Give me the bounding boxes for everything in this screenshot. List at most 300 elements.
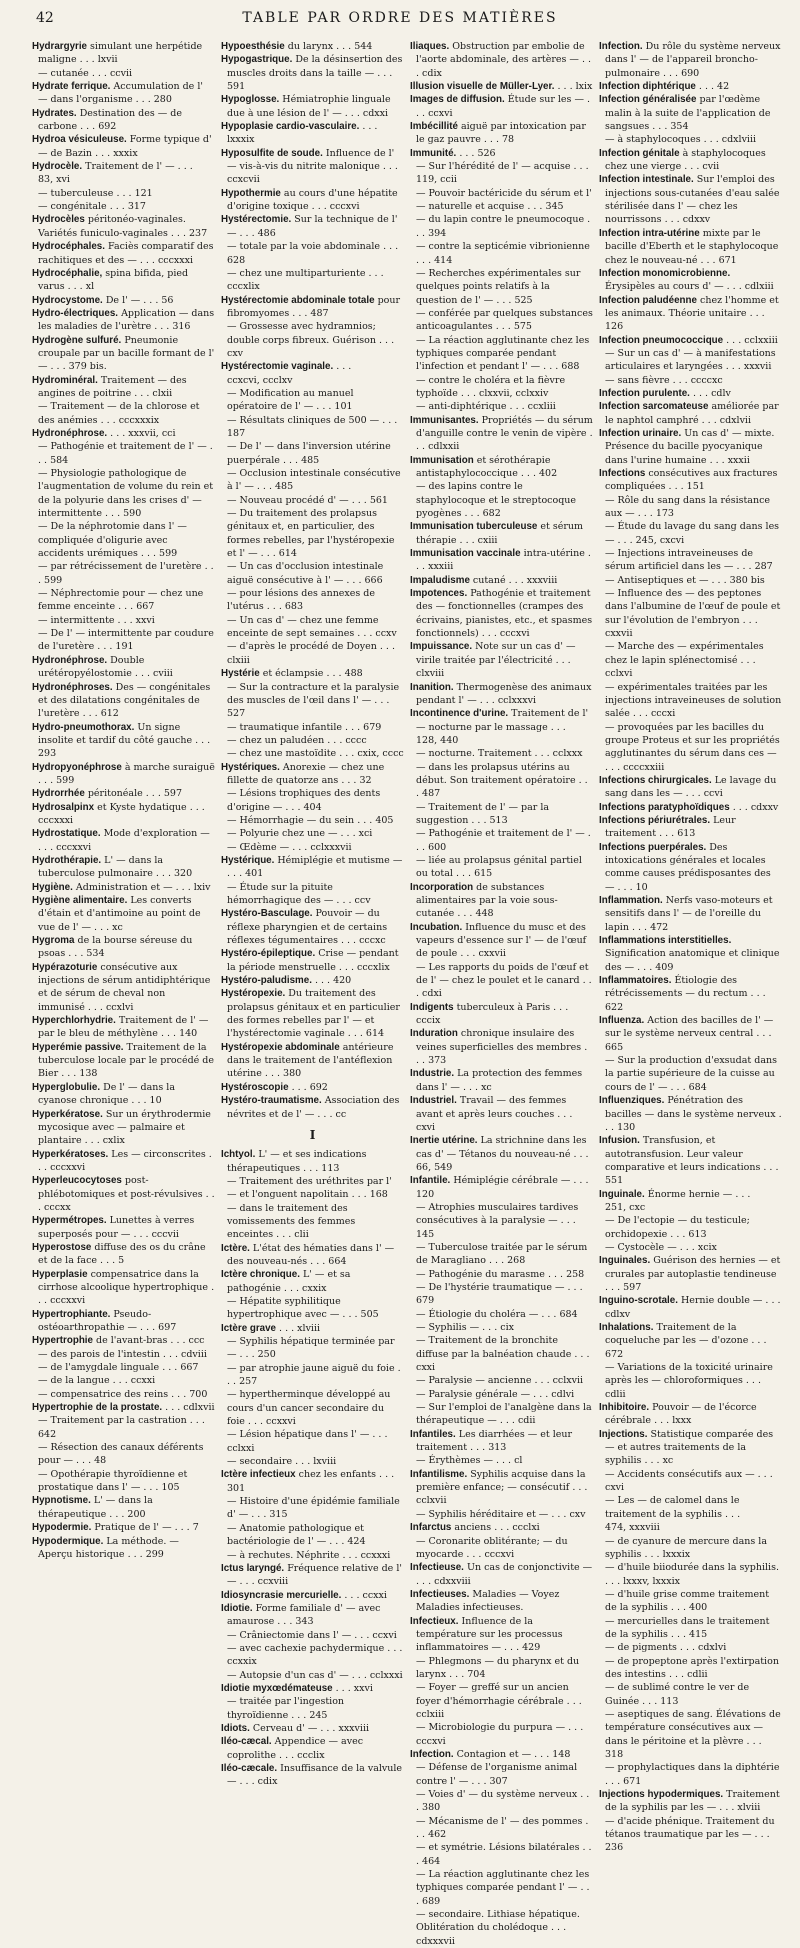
index-entry: — Grossesse avec hydramnios; double corps fibreux. Guérison . . . cxv (227, 321, 395, 359)
page-reference: ccccxxiii (623, 761, 665, 773)
entry-text: — de la langue (38, 1375, 110, 1387)
index-entry: Hydrargyrie simulant une herpétide maligne . . . lxvii (32, 41, 203, 66)
index-entry: Influenza. Action des bacilles de l' — sur le système nerveux central . . . 665 (599, 1015, 774, 1053)
page-reference: clxii (152, 387, 173, 399)
index-entry: — Sur la contracture et la paralysie des muscles de l'œil dans l' — . . . 527 (227, 681, 400, 720)
page-reference: cclxxxi (369, 1669, 403, 1681)
page-reference: ccxcvii (227, 174, 260, 186)
page-reference: lxxxix (227, 134, 255, 146)
page-reference: 415 (689, 1628, 708, 1640)
entry-heading: Incorporation (410, 881, 474, 893)
page-reference: 534 (86, 948, 105, 960)
index-entry: — provoquées par les bacilles du groupe Proteus et sur les propriétés agglutinantes du sérum dans ces — . . . ccccxxiii (605, 721, 780, 773)
index-entry: Inanition. Thermogenèse des animaux pendant l' — . . . cclxxxvi (410, 681, 592, 706)
entry-text: — Les — de calomel dans le traitement de la syphilis (605, 1495, 740, 1520)
index-entry: Ictère infectieux chez les enfants . . . 301 (221, 1469, 395, 1494)
page-reference: 130 (617, 1121, 636, 1133)
entry-text: — traitée par l'ingestion thyroïdienne (227, 1696, 345, 1721)
page-reference: cclxvii (552, 1375, 584, 1387)
entry-heading: Hystérique. (221, 854, 275, 866)
page-reference: lxviii (313, 1456, 337, 1468)
entry-text: Les diarrhées — et leur traitement (416, 1428, 573, 1454)
page-reference: 113 (660, 1695, 679, 1707)
entry-heading: Incubation. (410, 921, 463, 933)
entry-heading: Ictère grave (221, 1322, 277, 1334)
index-entry: — De l' — dans l'inversion utérine puerpérale . . . 485 (227, 441, 391, 466)
index-entry: Hypogastrique. De la désinsertion des muscles droits dans la taille — . . . 591 (221, 54, 403, 93)
index-entry: — Néphrectomie pour — chez une femme enceinte . . . 667 (38, 588, 204, 613)
page-reference: cccc (345, 734, 367, 746)
page-reference: 666 (364, 574, 383, 586)
entry-heading: Hydronéphrose. (32, 654, 108, 666)
page-reference: cccxi (650, 708, 676, 720)
index-entry: Incubation. Influence du musc et des vapeurs d'essence sur l' — de l'œuf de poule . . . cxxvii (410, 921, 587, 960)
index-entry: — Lésion hépatique dans l' — . . . cclxxi (227, 1429, 388, 1454)
page-reference: ccxliii (527, 401, 556, 413)
page-reference: cccxxxix (118, 414, 160, 426)
page-reference: cccix (416, 1015, 441, 1027)
entry-text: consécutive aux injections de sérum antidiphtérique et de sérum de cheval non immunisé (38, 961, 211, 1013)
index-column-4 (599, 40, 782, 1854)
index-entry: — chez une multiparturiente . . . cccxlix (227, 267, 384, 293)
page-reference: 525 (514, 294, 533, 306)
page-reference: cc (335, 1108, 347, 1120)
index-entry: — traitée par l'ingestion thyroïdienne . . . 245 (227, 1696, 345, 1721)
entry-heading: Hyposulfite de soude. (221, 147, 323, 159)
page-reference: cccxx (44, 1201, 71, 1213)
entry-text: — Un cas d' — chez une femme enceinte de sept semaines (227, 614, 379, 640)
entry-text: — Nouveau procédé d' — (227, 494, 349, 506)
entry-text: — Opothérapie thyroïdienne et prostatique dans l' — (38, 1468, 188, 1494)
page-reference: lxxx (672, 1415, 692, 1427)
entry-text: — Résection des canaux déférents pour — (38, 1442, 204, 1467)
entry-heading: Hypodermie. (32, 1522, 92, 1534)
page-reference: 526 (477, 147, 496, 159)
page-reference: cclxxi (227, 1442, 255, 1454)
entry-text: Des intoxications générales et locales comme causes prédisposantes des — (605, 841, 771, 893)
page-reference: cxlix (102, 1135, 125, 1147)
page-reference: xxxii (727, 454, 750, 466)
entry-text: — Paralysie générale — (416, 1388, 531, 1400)
entry-text: Statistique comparée des — et autres traitements de la syphilis (605, 1428, 774, 1467)
entry-text: La méthode. — Aperçu historique (38, 1535, 179, 1560)
index-entry: — Étude du lavage du sang dans les — . . . 245, cxcvi (605, 521, 780, 546)
entry-text: — conférée par quelques substances anticoagulantes (416, 307, 593, 333)
index-entry: Hydrogène sulfuré. Pneumonie croupale par un bacille formant de l' — . . . 379 bis. (32, 334, 215, 373)
index-entry: — Recherches expérimentales sur quelques points relatifs à la question de l' — . . . 525 (416, 267, 581, 306)
page-reference: ccxvi (428, 107, 453, 119)
entry-text: Traitement de la tuberculose locale par le procédé de Bier (38, 1041, 215, 1080)
entry-text: De l' — dans la cyanose chronique (38, 1081, 175, 1107)
page-reference: cxix, cccc (357, 748, 404, 760)
entry-heading: Inguino-scrotale. (599, 1295, 678, 1307)
entry-heading: Infection. (410, 1749, 454, 1760)
page-reference: cdxlviii (721, 134, 757, 146)
page-reference: cccxvi (499, 628, 530, 640)
entry-text: — dans le traitement des vomissements des femmes enceintes (227, 1202, 356, 1241)
page-reference: 320 (174, 868, 193, 880)
index-entry: — intermittente . . . xxvi (38, 614, 155, 626)
page-reference: 614 (278, 548, 297, 560)
entry-text: — Traitement par la castration (38, 1415, 187, 1427)
entry-text: — tuberculeuse (38, 187, 114, 199)
page-reference: 485 (275, 481, 294, 493)
index-entry: — Occlusion intestinale consécutive à l' — . . . 485 (227, 468, 401, 493)
index-entry: Hystéro-traumatisme. Association des névrites et de l' — . . . cc (221, 1095, 400, 1120)
entry-text: — Hémorrhagie — du sein (227, 814, 355, 826)
index-entry: — aseptiques de sang. Élévations de température consécutives aux — dans le péritoine et la plèvre . . . 318 (605, 1708, 781, 1760)
entry-text: Pouvoir — de l'écorce cérébrale (605, 1402, 757, 1427)
entry-heading: Indigents (410, 1001, 454, 1013)
entry-text: — Étude du lavage du sang dans les — (605, 521, 780, 546)
entry-text: — Mécanisme de l' — des pommes (416, 1815, 583, 1827)
page-reference: cxxi (416, 1362, 436, 1374)
page-reference: ccxviii (257, 1576, 289, 1588)
entry-text: améliorée par le naphtol camphré (605, 401, 779, 426)
entry-text: Forme typique d' — de Bazin (38, 134, 212, 159)
entry-text: — Voies d' — du système nerveux (416, 1789, 578, 1801)
entry-heading: Immunisation tuberculeuse (410, 521, 538, 533)
entry-text: Propriétés — du sérum d'anguille contre le venin de vipère (416, 414, 593, 439)
index-entry: Infection génitale à staphylocoques chez une vierge . . . cvii (599, 147, 766, 173)
entry-text: — De la néphrotomie dans l' — compliquée d'oligurie avec accidents urémiques (38, 521, 187, 560)
entry-text: — liée au prolapsus génital partiel ou total (416, 854, 582, 880)
entry-heading: Impuissance. (410, 641, 473, 653)
index-entry: Hypnotisme. L' — dans la thérapeutique . . . 200 (32, 1495, 153, 1520)
index-entry: Inflammation. Nerfs vaso-moteurs et sensitifs dans l' — de l'oreille du lapin . . . 472 (599, 895, 773, 933)
entry-text: — La réaction agglutinante chez les typhiques comparée pendant l'infection et pendant l' — (416, 334, 590, 373)
page-reference: 599 (56, 774, 75, 786)
entry-text: Érysipèles au cours d' — (605, 281, 724, 293)
entry-text: — de sublimé contre le ver de Guinée (605, 1682, 750, 1707)
entry-heading: Idiots. (221, 1722, 250, 1734)
entry-heading: Injections hypodermiques. (599, 1789, 724, 1801)
index-entry: — Anatomie pathologique et bactériologie de l' — . . . 424 (227, 1522, 366, 1548)
entry-heading: Infection génitale (599, 147, 680, 159)
index-entry: — De la néphrotomie dans l' — compliquée d'oligurie avec accidents urémiques . . . 599 (38, 521, 187, 560)
index-entry: Hyperkératoses. Les — circonscrites . . . cccxxvi (32, 1148, 212, 1173)
page-reference: cxxvii (605, 628, 633, 640)
entry-heading: Infantilisme. (410, 1468, 468, 1480)
entry-heading: Hypérazoturie (32, 961, 98, 973)
entry-text: Thermogenèse des animaux pendant l' — (416, 681, 592, 706)
entry-heading: Inguinale. (599, 1188, 645, 1200)
entry-text: Insuffisance de la valvule — (227, 1763, 403, 1788)
page-reference: cccxlix (357, 961, 390, 973)
index-entry: — Cystocèle — . . . xcix (605, 1241, 717, 1253)
page-reference: cccxc (359, 935, 386, 947)
page-reference: ccxxi (130, 1375, 156, 1387)
entry-text: — Œdème — (227, 841, 290, 853)
entry-text: — Les rapports du poids de l'œuf et de l' — chez le poulet et le canard (416, 961, 589, 987)
entry-text: Influence de la température sur les processus inflammatoires — (416, 1615, 563, 1654)
index-entry: Hystéro-Basculage. Pouvoir — du réflexe pharyngien et de certains réflexes tégumentaires . . . cccxc (221, 908, 388, 947)
entry-text: Guérison des hernies — et crurales par autoplastie tendineuse (605, 1255, 781, 1280)
page-reference: 689 (422, 1895, 441, 1907)
page-reference: 642 (38, 1428, 57, 1440)
index-entry: — Antiseptiques et — . . . 380 bis (605, 574, 765, 586)
index-entry: — Du traitement des prolapsus génitaux et, en particulier, des formes rebelles, par l'hystéropexie et l' — . . . 614 (227, 508, 395, 560)
page-reference: xxxviii (526, 574, 558, 586)
entry-heading: Infection généralisée (599, 94, 697, 106)
index-entry: — Foyer — greffé sur un ancien foyer d'hémorrhagie cérébrale . . . cclxiii (416, 1682, 582, 1720)
index-entry: Hydrocèle. Traitement de l' — . . . 83, xvi (32, 161, 193, 186)
entry-text: Forme familiale d' — avec amaurose (227, 1602, 381, 1628)
entry-text: — Pathogénie et traitement de l' — (416, 828, 585, 840)
page-reference: 42 (717, 81, 730, 93)
page-reference: cdlii (687, 1668, 708, 1680)
entry-heading: Infantile. (410, 1175, 451, 1187)
index-entry: — Histoire d'une épidémie familiale d' — . . . 315 (227, 1496, 400, 1521)
index-entry: — Autopsie d'un cas d' — . . . cclxxxi (227, 1669, 403, 1681)
page-reference: 257 (239, 1376, 258, 1388)
page-reference: 700 (189, 1388, 208, 1400)
index-entry: — Pathogénie et traitement de l' — . . . 584 (38, 441, 213, 466)
entry-text: Traitement de l' — nocturne par le massage (416, 708, 589, 733)
index-entry: — Érythèmes — . . . cl (416, 1455, 523, 1467)
entry-text: Les — circonscrites (111, 1148, 206, 1160)
entry-text: consécutives aux fractures compliquées (605, 468, 778, 493)
page-reference: lxxxv, lxxxix (623, 1575, 681, 1587)
entry-text: — Traitement de l' — par la suggestion (416, 801, 550, 826)
page-reference: 597 (163, 788, 183, 800)
page-reference: 614 (365, 1028, 385, 1040)
entry-text: compensatrice dans la cirrhose alcoolique hypertrophique (38, 1268, 209, 1293)
index-entry: Industriel. Travail — des femmes avant et après leurs couches . . . cxvi (410, 1095, 573, 1133)
entry-heading: Hydrogène sulfuré. (32, 334, 122, 346)
entry-text: — provoquées par les bacilles du groupe Proteus et sur les propriétés agglutinantes du sérum dans ces — (605, 721, 780, 760)
index-entry: — à staphylocoques . . . cdxlviii (605, 134, 757, 146)
index-entry: — traumatique infantile . . . 679 (227, 721, 382, 733)
index-entry: Infection sarcomateuse améliorée par le naphtol camphré . . . cdxlvii (599, 401, 779, 426)
page-reference: ccxlvi (105, 1001, 134, 1013)
entry-text: — Influence des — des peptones dans l'albumine de l'œuf de poule et sur l'évolution de l'embryon (605, 588, 781, 626)
index-entry: — Accidents consécutifs aux — . . . cxvi (605, 1468, 773, 1494)
entry-text: au cours d'une hépatite d'origine toxique (227, 187, 398, 213)
entry-text: Hémiplégie et mutisme — (277, 854, 403, 866)
index-entry: — Injections intraveineuses de sérum artificiel dans les — . . . 287 (605, 548, 773, 573)
entry-heading: Infection. (599, 41, 643, 52)
entry-text: de la bourse séreuse du psoas (38, 935, 193, 960)
index-entry: — Hépatite syphilitique hypertrophique avec — . . . 505 (227, 1295, 379, 1321)
page-reference: 488 (344, 668, 363, 680)
entry-text: — contre le choléra et la fièvre typhoïde (416, 374, 566, 399)
page-reference: 692 (309, 1081, 328, 1093)
entry-heading: Hydroa vésiculeuse. (32, 134, 127, 146)
page-reference: lxxxix (662, 1548, 691, 1560)
index-entry: Incontinence d'urine. Traitement de l' — nocturne par le massage . . . 128, 440 (410, 708, 589, 746)
entry-text: L' — dans la tuberculose pulmonaire (38, 854, 164, 880)
index-entry: Iléo-cæcale. Insuffisance de la valvule — . . . cdix (221, 1763, 403, 1788)
entry-text: — Du traitement des prolapsus génitaux et, en particulier, des formes rebelles, par l'hystéropexie et l' — (227, 508, 395, 560)
page-reference: cclxxiii (744, 334, 778, 346)
page-reference: cxvi (416, 1121, 436, 1133)
entry-text: Maladies — Voyez Maladies infectieuses. (416, 1588, 560, 1614)
page-reference: 287 (754, 561, 773, 573)
index-entry: Hydro-pneumothorax. Un signe insolite et tardif du côté gauche . . . 293 (32, 721, 211, 760)
entry-text: — Érythèmes — (416, 1455, 493, 1467)
index-entry: Hystériques. Anorexie — chez une fillette de quatorze ans . . . 32 (221, 761, 385, 786)
entry-text: Hernie double — (680, 1295, 763, 1307)
entry-text: Action des bacilles de l' — sur le système nerveux central (605, 1015, 774, 1040)
entry-text: — cutanée (38, 67, 89, 79)
index-entry: Hyperglobulie. De l' — dans la cyanose chronique . . . 10 (32, 1081, 175, 1107)
page-reference: 486 (257, 227, 276, 239)
index-entry: Idiosyncrasie mercurielle. . . . ccxxi (221, 1589, 387, 1601)
page-reference: ccv (354, 895, 371, 906)
page-reference: 544 (354, 41, 373, 52)
index-entry: Hydronéphrose. . . . xxxvii, cci (32, 427, 176, 439)
entry-text: Des — congénitales et des dilatations congénitales de l'uretère (38, 681, 211, 720)
index-entry: Inguino-scrotale. Hernie double — . . . cdlxv (599, 1295, 781, 1320)
index-entry: Hydrorrhée péritonéale . . . 597 (32, 788, 183, 800)
entry-text: à marche suraiguë (124, 761, 215, 773)
page-reference: 380 (283, 1068, 302, 1080)
entry-heading: Hyperleucocytoses (32, 1175, 122, 1187)
index-entry: Inertie utérine. La strichnine dans les cas d' — Tétanos du nouveau-né . . . 66, 549 (410, 1135, 589, 1173)
section-letter: I (309, 1127, 316, 1142)
entry-text: Traitement de l' — par le bleu de méthylène (38, 1015, 209, 1040)
page-reference: clii (294, 1229, 309, 1241)
entry-heading: Inertie utérine. (410, 1135, 478, 1147)
entry-text: — Variations de la toxicité urinaire après les — chloroformiques (605, 1362, 773, 1387)
entry-heading: Hypoglosse. (221, 94, 280, 106)
entry-text: — mercurielles dans le traitement de la syphilis (605, 1615, 770, 1640)
entry-heading: Hydrocèles (32, 214, 85, 226)
entry-text: — pour lésions des annexes de l'utérus (227, 588, 376, 613)
page-reference: xxxiii (428, 561, 454, 573)
index-entry: — Un cas d'occlusion intestinale aiguë consécutive à l' — . . . 666 (227, 561, 384, 586)
index-entry: — tuberculeuse . . . 121 (38, 187, 153, 199)
index-entry: Ictère chronique. L' — et sa pathogénie . . . cxxix (221, 1269, 351, 1294)
index-entry: Hydronéphroses. Des — congénitales et des dilatations congénitales de l'uretère . . . 612 (32, 681, 211, 720)
index-entry: — chez une mastoïdite . . . cxix, cccc (227, 748, 404, 760)
entry-heading: Infection intestinale. (599, 174, 694, 186)
entry-text: — Traitement — de la chlorose et des anémies (38, 401, 200, 426)
entry-heading: Impaludisme (410, 574, 470, 586)
entry-text: — Syphilis — (416, 1322, 480, 1333)
entry-heading: Infection intra-utérine (599, 227, 700, 239)
page-reference: 78 (502, 134, 515, 146)
entry-text: — De l'ectopie — du testicule; orchidopexie (605, 1215, 750, 1240)
index-entry: Hystéroscopie . . . 692 (221, 1081, 328, 1093)
page-reference: ccccxc (690, 374, 723, 386)
entry-heading: Infection urinaire. (599, 427, 682, 439)
entry-heading: Hystéro-épileptique. (221, 948, 316, 960)
index-entry: Hydrocèles péritonéo-vaginales. Variétés funiculo-vaginales . . . 237 (32, 214, 208, 239)
page-reference: 613 (677, 828, 696, 840)
index-entry: — hypertherminque développé au cours d'un cancer secondaire du foie . . . ccxxvi (227, 1389, 391, 1428)
entry-heading: Infusion. (599, 1135, 640, 1147)
page-reference: cdxxi (362, 107, 389, 119)
index-entry: Hygiène alimentaire. Les converts d'étain et d'antimoine au point de vue de l' — . . . xc (32, 895, 201, 933)
index-entry: Infections périurétrales. Leur traitement . . . 613 (599, 814, 736, 840)
page-reference: ccclxi (512, 1522, 540, 1534)
entry-text: cutané (472, 574, 506, 586)
entry-text: — Foyer — greffé sur un ancien foyer d'hémorrhagie cérébrale (416, 1682, 569, 1707)
entry-heading: Infarctus (410, 1522, 452, 1534)
entry-text: Application — dans les maladies de l'urètre (38, 307, 215, 333)
index-entry: — Marche des — expérimentales chez le lapin splénectomisé . . . cclxvi (605, 641, 764, 680)
entry-heading: Hyperkératoses. (32, 1148, 109, 1160)
page-reference: 151 (686, 481, 705, 493)
entry-text: Double urétéropyélostomie (38, 654, 145, 680)
page-reference: 671 (718, 254, 737, 266)
page-reference: cccxvi (329, 201, 360, 213)
entry-text: Pneumonie croupale par un bacille formant de l' — (38, 334, 215, 373)
index-entry: Infantiles. Les diarrhées — et leur traitement . . . 313 (410, 1428, 573, 1454)
page-reference: 316 (172, 321, 191, 333)
page-reference: 318 (605, 1749, 624, 1760)
index-entry: Infection paludéenne chez l'homme et les animaux. Théorie unitaire . . . 126 (599, 294, 779, 333)
entry-heading: Incontinence d'urine. (410, 708, 509, 720)
page-reference: 315 (269, 1509, 288, 1521)
index-entry: Impaludisme cutané . . . xxxviii (410, 574, 558, 586)
entry-text: — Défense de l'organisme animal contre l' — (416, 1762, 578, 1787)
entry-text: — Crâniectomie dans l' — (227, 1629, 352, 1641)
entry-text: simulant une herpétide maligne (38, 41, 203, 66)
page-reference: cix (500, 1322, 514, 1333)
page-reference: lxix (575, 81, 593, 93)
index-entry: — Lésions trophiques des dents d'origine — . . . 404 (227, 788, 381, 813)
page-reference: ccxxi (362, 1589, 387, 1601)
index-entry: Ictère grave . . . xlviii (221, 1322, 321, 1334)
entry-text: — Injections intraveineuses de sérum artificiel dans les — (605, 548, 754, 573)
entry-heading: Hystérectomie abdominale totale (221, 294, 375, 306)
entry-heading: Infectieux. (410, 1615, 459, 1627)
entry-text: Traitement — des angines de poitrine (38, 374, 187, 399)
index-entry: — contre le choléra et la fièvre typhoïde . . . clxxvii, cclxxiv (416, 374, 566, 399)
index-entry: — Phlegmons — du pharynx et du larynx . . . 704 (416, 1655, 580, 1680)
entry-text: — Sur l'hérédité de l' — acquise (416, 161, 571, 173)
entry-text: Sur l'emploi des injections sous-cutanées d'eau salée stérilisée dans l' — chez les nourrissons (605, 174, 780, 226)
entry-heading: Hydrate ferrique. (32, 81, 111, 93)
index-entry: Hydrocéphales. Faciès comparatif des rachitiques et des — . . . cccxxxi (32, 241, 214, 266)
entry-text: — totale par la voie abdominale (227, 241, 381, 253)
index-entry: Infections puerpérales. Des intoxications générales et locales comme causes prédisposantes des — . . . 10 (599, 841, 771, 893)
page-reference: 487 (310, 307, 329, 319)
index-entry: Hydrothérapie. L' — dans la tuberculose pulmonaire . . . 320 (32, 854, 193, 880)
index-entry: — Coronarite oblitérante; — du myocarde . . . cccxvi (416, 1535, 568, 1560)
entry-text: Fréquence relative de l' — (227, 1562, 402, 1588)
entry-text: — compensatrice des reins (38, 1388, 169, 1400)
entry-heading: Inguinales. (599, 1255, 651, 1267)
page-reference: cclxxxvi (497, 694, 537, 706)
entry-heading: Idiotie. (221, 1602, 253, 1614)
entry-text: — secondaire (227, 1456, 293, 1468)
index-entry: — compensatrice des reins . . . 700 (38, 1388, 208, 1400)
page-reference: 590 (123, 508, 142, 520)
index-entry (410, 1588, 593, 1615)
index-entry: — avec cachexie pachydermique . . . ccxxix (227, 1642, 403, 1668)
entry-text: Pénétration des bacilles — dans le système nerveux (605, 1095, 776, 1120)
index-column-1 (32, 40, 215, 1560)
page-reference: 697 (158, 1322, 177, 1333)
page-reference: xxxvii, cci (128, 427, 176, 439)
page-reference: cclxxx (552, 748, 583, 760)
entry-text: intra-utérine (523, 548, 585, 560)
index-entry: — prophylactiques dans la diphtérie . . . 671 (605, 1762, 780, 1787)
page-reference: xc (112, 921, 123, 933)
entry-heading: Hydrocèle. (32, 161, 83, 173)
entry-text: — Grossesse avec hydramnios; double corps fibreux. Guérison (227, 321, 376, 346)
entry-heading: Ictère chronique. (221, 1269, 300, 1281)
entry-heading: Inanition. (410, 681, 454, 693)
index-entry: — Influence des — des peptones dans l'albumine de l'œuf de poule et sur l'évolution de l'embryon . . . cxxvii (605, 588, 781, 640)
entry-text: Administration et — (75, 881, 173, 893)
index-entry: Ictère. L'état des hématies dans l' — des nouveau-nés . . . 664 (221, 1242, 395, 1267)
page-reference: ccxvi (372, 1629, 397, 1641)
